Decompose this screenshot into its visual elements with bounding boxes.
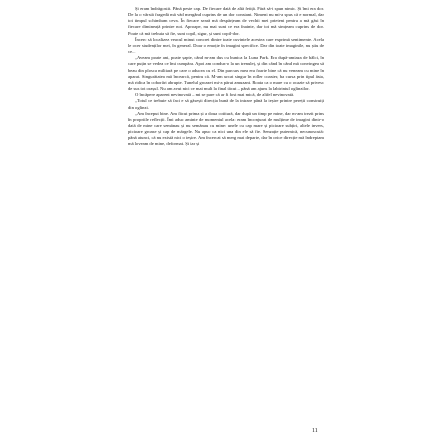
page-number: 11: [312, 428, 318, 434]
text-column: [128, 6, 324, 148]
paragraph: „Am început bine. Am făcut prima și a doua cotitură, dar după un timp pe mine, dar m-am trezit prins în propriile reflecții. Îmi aduc aminte de momentul acela: eram înconjurat de mulțime de imagini dintr-o dată de mine care semănau și nu semănau cu mine: unele cu cap mare și picioare subțiri, altele invers, picioare groase și cap de mărgele. Nu apuc ca nici una din ele să fie. Senzație puternică, necunoscută: până atunci, că nu există nici o ieșire. Am încercat să merg mai departe, dar în orice direcție mă îndreptam mă loveam de mine, deformat. Și iar și: [128, 110, 324, 147]
paragraph: Și eram îndrăgostit. Până peste cap. De fiecare dată de altă fetiță. Fără să-i spun nimic. Și îmi era dor. De la o vârstă fragedă mă văd mergând cuprins de un dor constant. Nimeni nu mi-a spus că e normal, dar tot timpul schimbam ceva. În fiecare seară mă despărțeam de vechii mei prieteni pentru a mă găsi în fiecare dimineață printre noi. Aproape, nu mai sunt ce era înainte, dar tot mă simțeam cuprins de dor. Poate că mă trebuia să fie, sunt copil, sigur, și sunt copil-dor.: [128, 6, 324, 36]
paragraph: „Aveam poate ani, poate șapte, când m-am dus cu bunica la Luna Park. Era după-amiaza de bâlci, în care puțin se vedea ce îmi cumpăra. Apoi am condus-o la un trenuleț, și din când în când mă convingea să beau din plosca militară pe care o aducea cu el. Din parcurs mea era foarte bine că nu veneam cu mine în aparat. Singurătatea mă încearcă, pentru că. M-am urcat singur în roller coaster, ba cursa prin tipul ăsta, mă ridica în coborâri abrupte. Tunelul groazei mi-a părut amuzant. Roata ca o mare cu o ocazie să privesc de sus tot orașul. Nu am avut nici ce mai mult la final tăcut – până am ajuns la labirintul oglinzilor.: [128, 55, 324, 92]
paragraph: Încerc să localizez veacul minut concret dintre toate cuvintele acestea care exprimă sentimente. Acela le ocer studenților mei, în general. Doar o emoție în imagini specifice. Dar din toate imaginile, nu știu de ce...: [128, 36, 324, 55]
paragraph: O încăpere aparent nevinovată – mi se pare că ar fi fost mai mică, de altfel nevinovată.: [135, 92, 295, 98]
paragraph: „Totul ce trebuie să faci e să găsești direcția bună de la intrare până la ieșire printre pereții construiți din oglinzi.: [128, 98, 324, 110]
